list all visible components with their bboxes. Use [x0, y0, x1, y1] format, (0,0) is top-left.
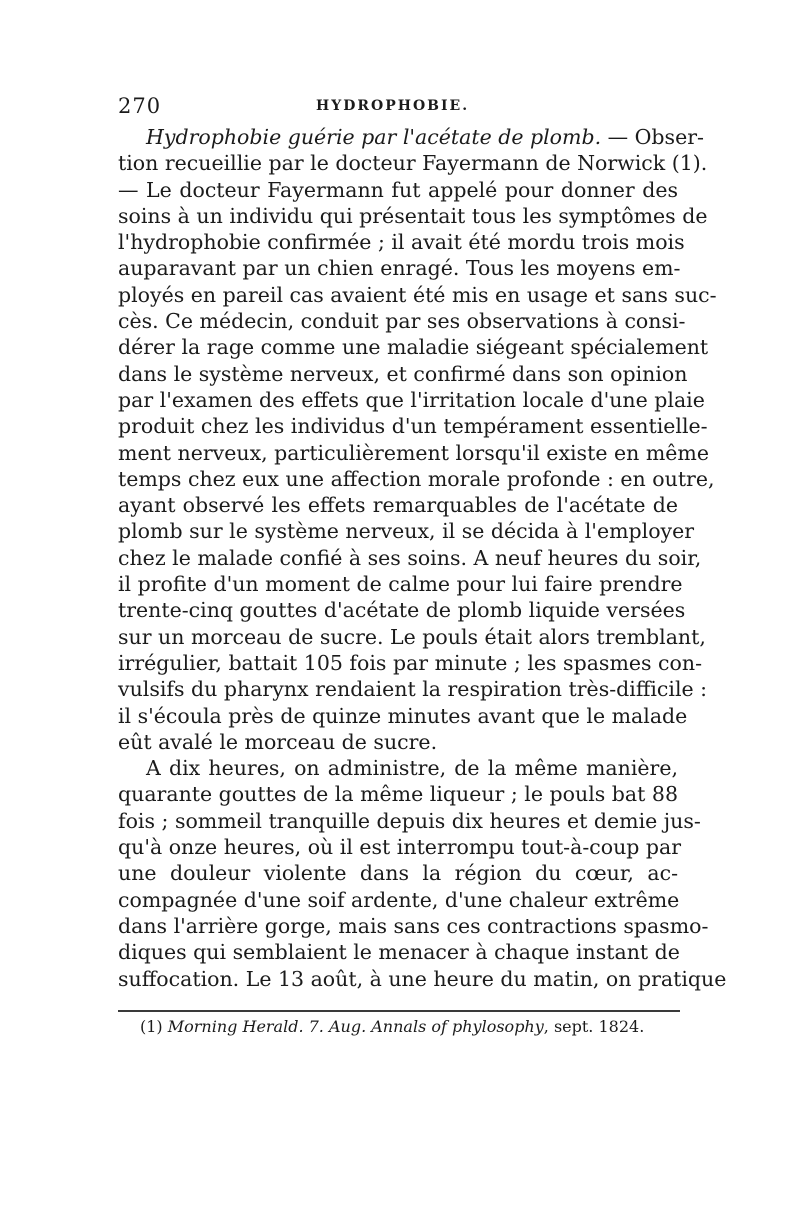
text-line: dans le système nerveux, et confirmé dans son opinion [118, 361, 688, 386]
text-line: quarante gouttes de la même liqueur ; le pouls bat 88 [118, 782, 678, 807]
text-line: ment nerveux, particulièrement lorsqu'il existe en même [118, 440, 709, 465]
text-line: eût avalé le morceau de sucre. [118, 729, 438, 754]
text-line: chez le malade confié à ses soins. A neuf heures du soir, [118, 545, 702, 570]
running-title: HYDROPHOBIE. [316, 98, 470, 114]
text-line [118, 124, 704, 150]
text-line: tion recueillie par le docteur Fayermann de Norwick (1). [118, 151, 708, 176]
footnote-source: Morning Herald. 7. Aug. Annals of phylosophy [167, 1017, 544, 1036]
text-line: fois ; sommeil tranquille depuis dix heures et demie jus- [118, 808, 701, 833]
text-line: diques qui semblaient le menacer à chaque instant de [118, 940, 680, 965]
text-line: ployés en pareil cas avaient été mis en usage et sans suc- [118, 282, 717, 307]
text-line: il s'écoula près de quinze minutes avant que le malade [118, 703, 688, 728]
text-line: ayant observé les effets remarquables de l'acétate de [118, 493, 678, 518]
footnote [140, 1017, 670, 1037]
text-line: vulsifs du pharynx rendaient la respiration très-difficile : [118, 677, 708, 702]
text-line: sur un morceau de sucre. Le pouls était alors tremblant, [118, 624, 706, 649]
text-line: compagnée d'une soif ardente, d'une chaleur extrême [118, 887, 680, 912]
text-line: temps chez eux une affection morale profonde : en outre, [118, 466, 715, 491]
text-line: plomb sur le système nerveux, il se décida à l'employer [118, 519, 695, 544]
page-number: 270 [118, 94, 162, 118]
footnote-marker: (1) [140, 1017, 163, 1036]
text-line: produit chez les individus d'un tempérament essentielle- [118, 414, 708, 439]
text-line: par l'examen des effets que l'irritation locale d'une plaie [118, 387, 705, 412]
text-line: dans l'arrière gorge, mais sans ces contractions spasmo- [118, 913, 709, 938]
text-line: qu'à onze heures, où il est interrompu tout-à-coup par [118, 835, 682, 860]
text-line: A dix heures, on administre, de la même manière, [146, 756, 678, 781]
text-line: l'hydrophobie confirmée ; il avait été mordu trois mois [118, 230, 685, 255]
text-line: il profite d'un moment de calme pour lui faire prendre [118, 572, 683, 597]
text-line: — Le docteur Fayermann fut appelé pour donner des [118, 177, 678, 202]
text-line: cès. Ce médecin, conduit par ses observations à consi- [118, 309, 686, 334]
text-line: irrégulier, battait 105 fois par minute ; les spasmes con- [118, 650, 702, 675]
footnote-rule [118, 1010, 680, 1012]
text-line: soins à un individu qui présentait tous les symptômes de [118, 203, 708, 228]
article-title-line: Hydrophobie guérie par l'acétate de plomb. — Obser- [146, 125, 704, 149]
page-header [118, 94, 678, 118]
article-title: Hydrophobie guérie par l'acétate de plomb. [146, 125, 602, 149]
text-line: suffocation. Le 13 août, à une heure du matin, on pratique [118, 966, 727, 991]
text-line: auparavant par un chien enragé. Tous les moyens em- [118, 256, 681, 281]
footnote-date: , sept. 1824. [543, 1017, 645, 1036]
text-line: une douleur violente dans la région du cœur, ac- [118, 861, 678, 886]
body-text [118, 124, 727, 992]
text-line: trente-cinq gouttes d'acétate de plomb liquide versées [118, 598, 686, 623]
text-line: dérer la rage comme une maladie siégeant spécialement [118, 335, 709, 360]
